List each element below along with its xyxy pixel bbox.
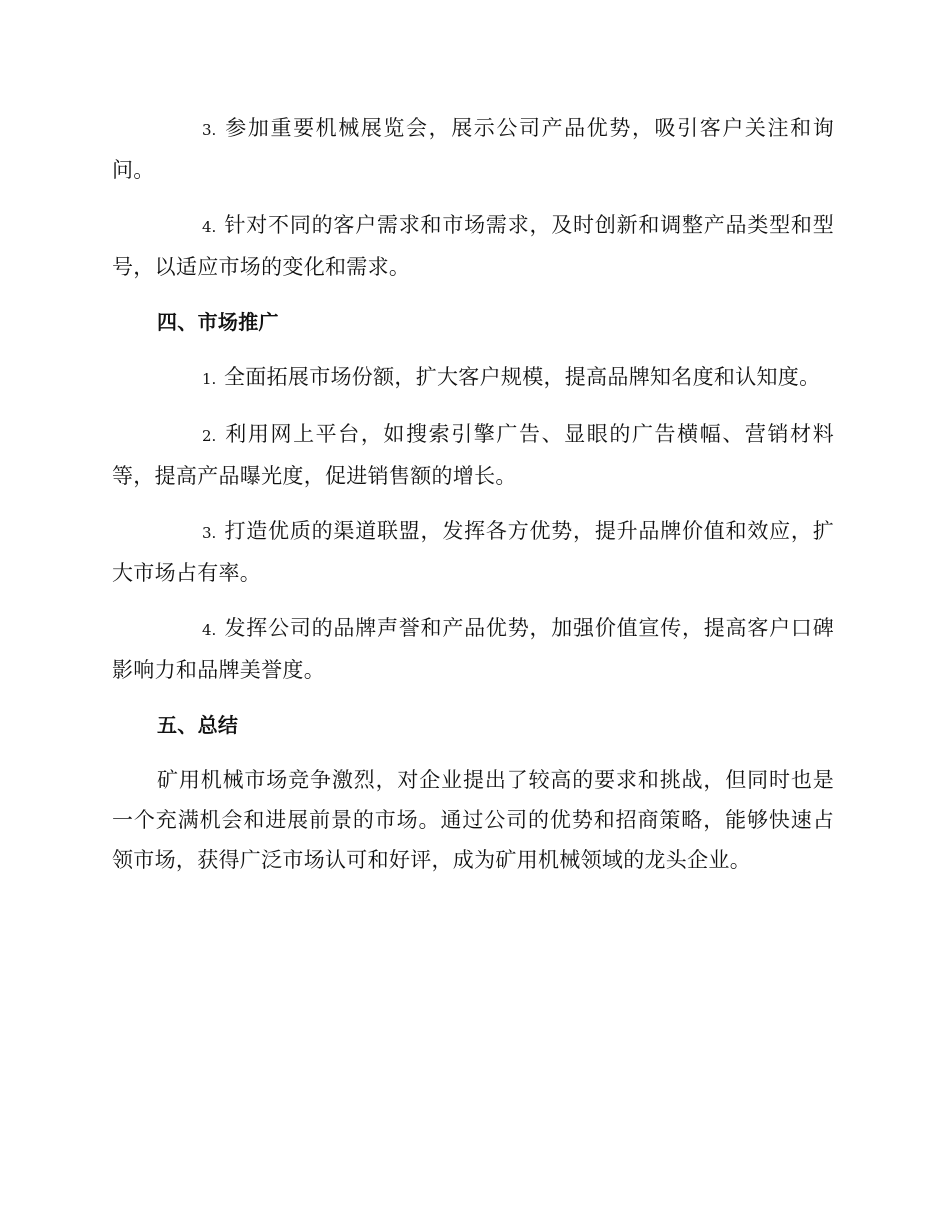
list-item-number: 4. <box>202 621 217 639</box>
list-item-4-product-innovation <box>112 205 834 287</box>
list-item-2-online-platforms <box>112 414 834 496</box>
list-item-number: 3. <box>202 524 217 542</box>
section-heading-summary: 五、总结 <box>157 713 239 737</box>
document-body <box>112 108 834 895</box>
list-item-text: 针对不同的客户需求和市场需求，及时创新和调整产品类型和型号，以适应市场的变化和需求。 <box>112 213 834 279</box>
list-item-3-channel-alliance <box>112 511 834 593</box>
list-item-text: 参加重要机械展览会，展示公司产品优势，吸引客户关注和询问。 <box>112 116 834 182</box>
summary-paragraph: 矿用机械市场竞争激烈，对企业提出了较高的要求和挑战，但同时也是一个充满机会和进展前景的市场。通过公司的优势和招商策略，能够快速占领市场，获得广泛市场认可和好评，成为矿用机械领域的龙头企业。 <box>112 768 834 872</box>
list-item-number: 1. <box>202 370 217 388</box>
list-item-3-exhibition <box>112 108 834 190</box>
list-item-text: 全面拓展市场份额，扩大客户规模，提高品牌知名度和认知度。 <box>224 365 821 389</box>
list-item-4-brand-reputation <box>112 608 834 690</box>
list-item-number: 2. <box>202 427 217 445</box>
list-item-text: 利用网上平台，如搜索引擎广告、显眼的广告横幅、营销材料等，提高产品曝光度，促进销售额的增长。 <box>112 422 834 488</box>
list-item-number: 3. <box>202 121 217 139</box>
section-heading-market-promotion: 四、市场推广 <box>157 310 279 334</box>
list-item-text: 打造优质的渠道联盟，发挥各方优势，提升品牌价值和效应，扩大市场占有率。 <box>112 519 834 585</box>
list-item-number: 4. <box>202 218 217 236</box>
list-item-text: 发挥公司的品牌声誉和产品优势，加强价值宣传，提高客户口碑影响力和品牌美誉度。 <box>112 616 834 682</box>
list-item-1-market-share <box>112 357 834 399</box>
